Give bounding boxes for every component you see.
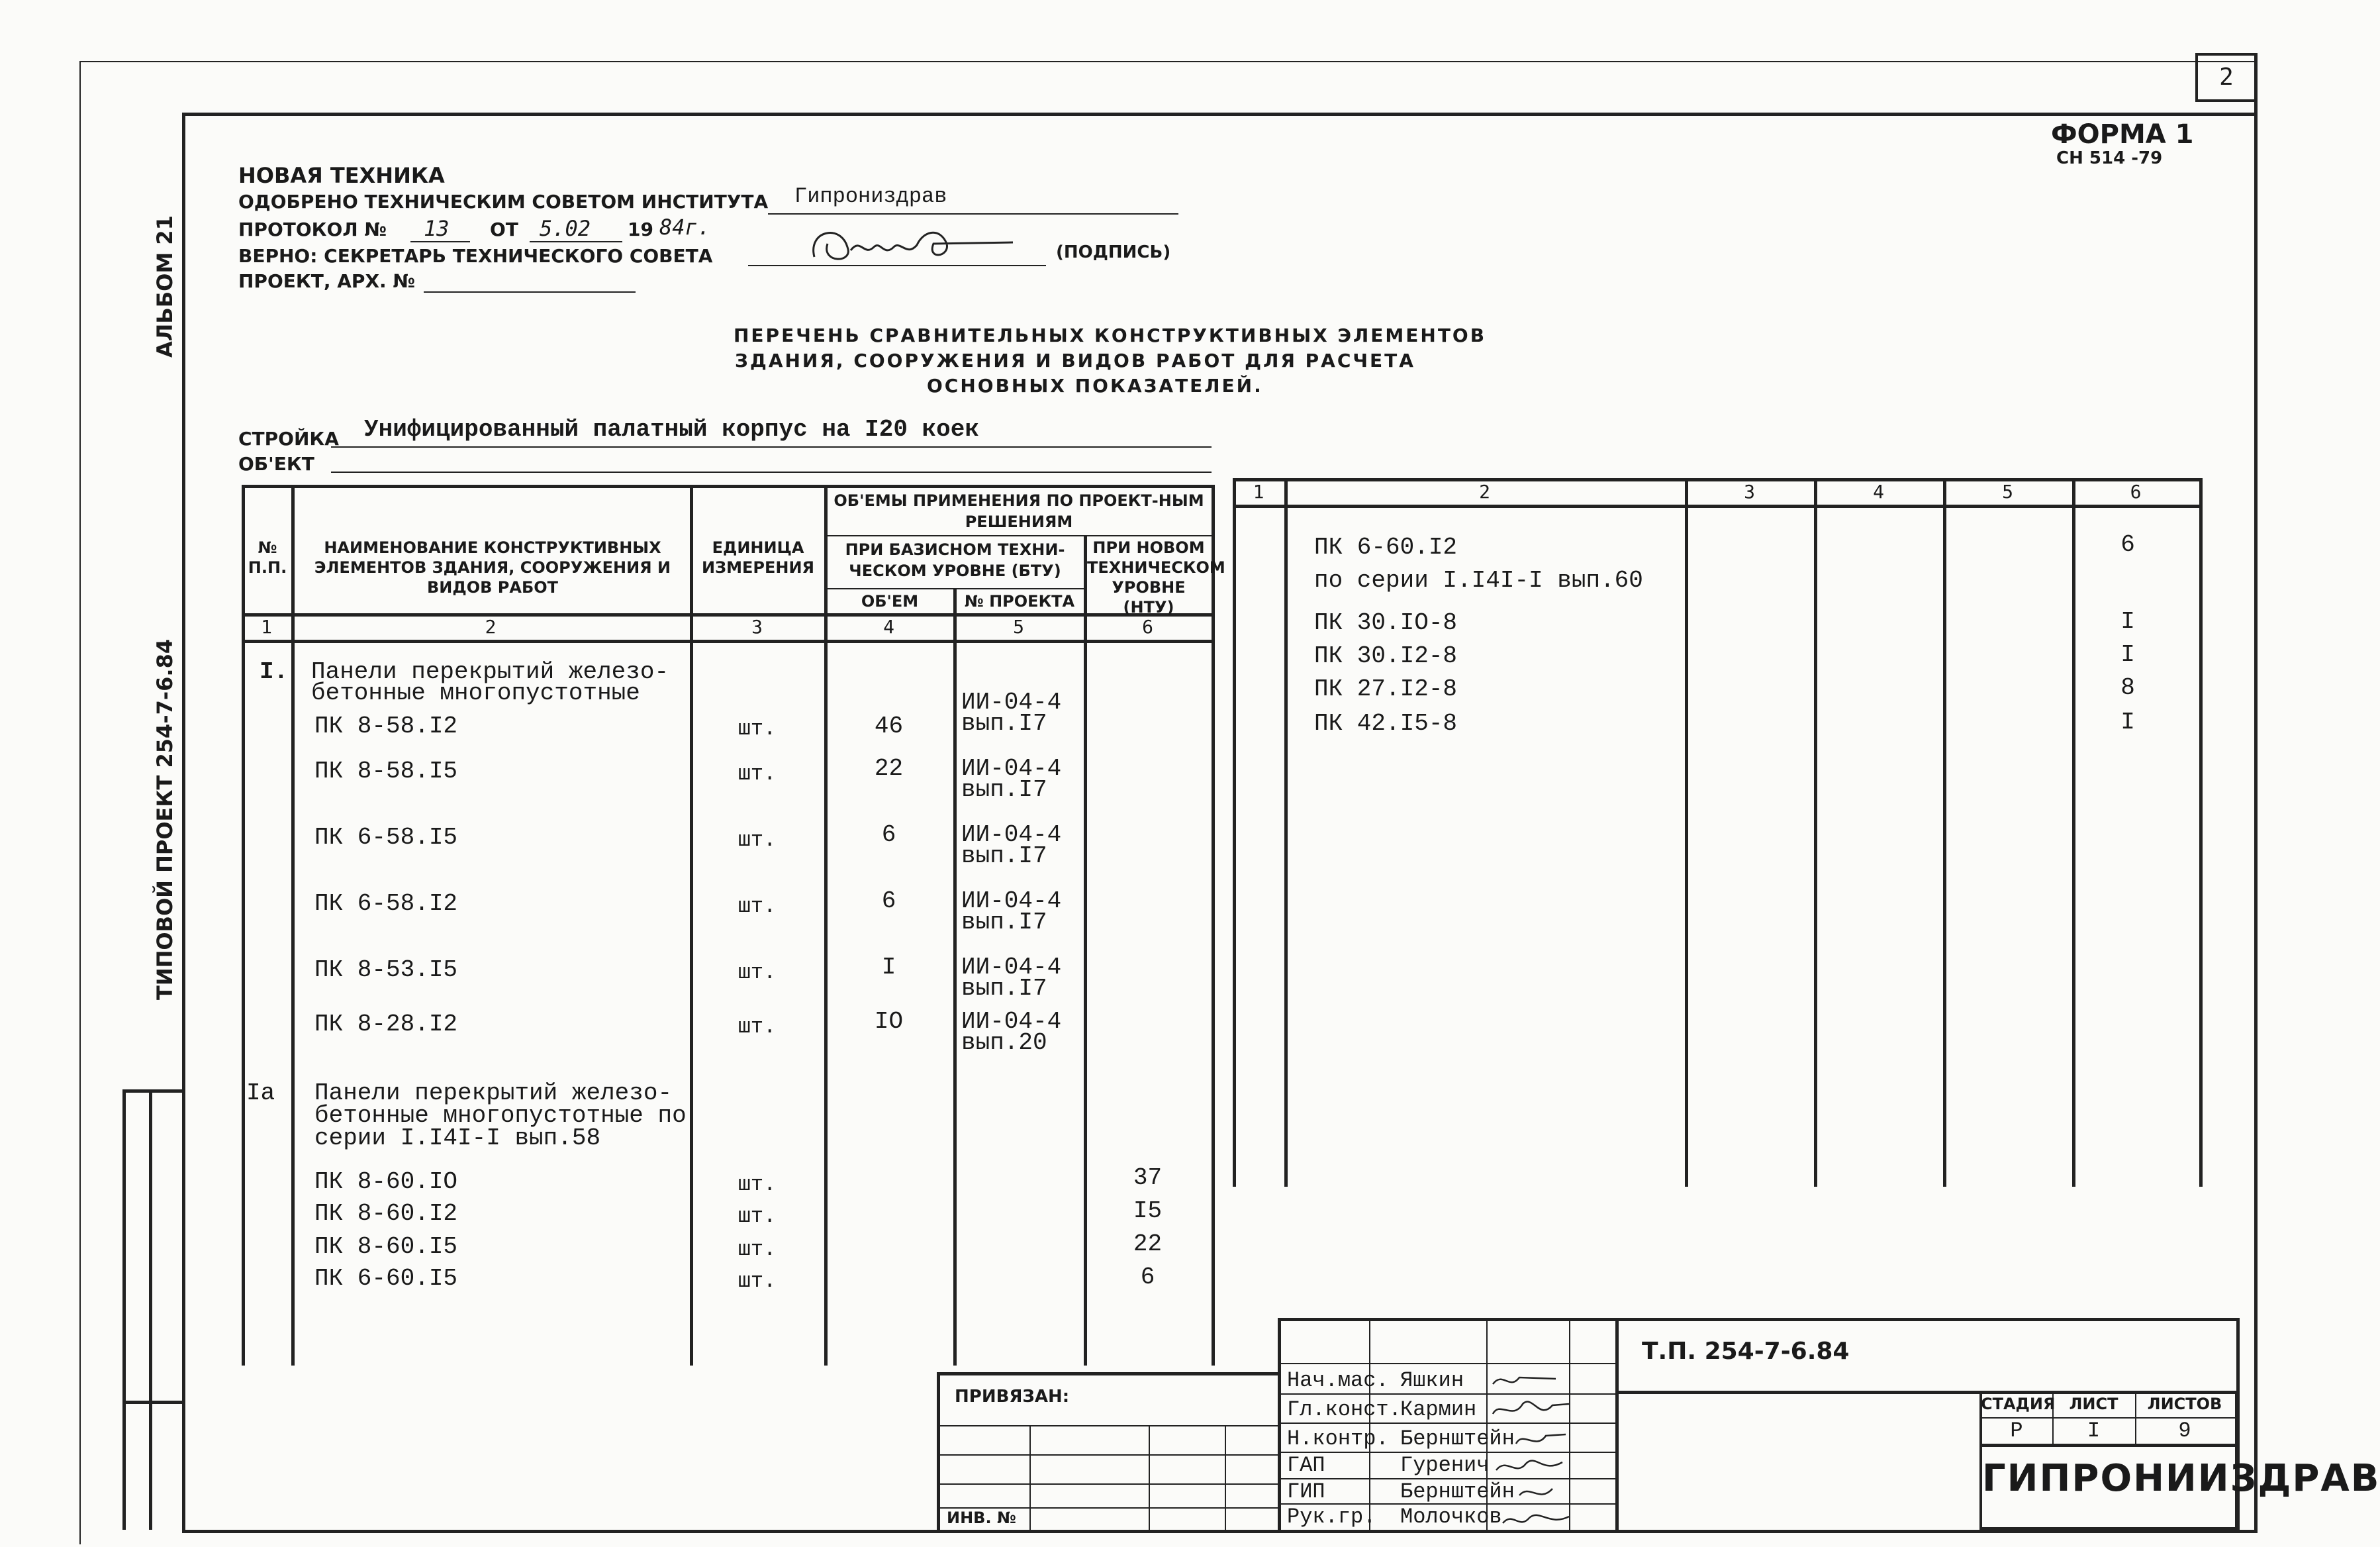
doc-title-line1: ПЕРЕЧЕНЬ СРАВНИТЕЛЬНЫХ КОНСТРУКТИВНЫХ ЭЛЕМЕНТОВ xyxy=(734,324,1487,346)
table-row-8-name: ПК 8-60.I2 xyxy=(314,1200,458,1227)
stamp-code: Т.П. 254-7-6.84 xyxy=(1642,1338,1850,1365)
rt-v-3 xyxy=(1814,478,1817,1187)
table-row-3-name: ПК 6-58.I5 xyxy=(314,824,458,851)
role-4-name: Гуренич xyxy=(1400,1453,1490,1477)
inv-label: ИНВ. № xyxy=(947,1509,1016,1527)
sheet-label: ЛИСТ xyxy=(2069,1395,2118,1413)
stroyka-value: Унифицированный палатный корпус на I20 коек xyxy=(364,416,979,443)
rt-row-5-value: 8 xyxy=(2120,674,2135,701)
table-row-7-name: ПК 8-60.IO xyxy=(314,1168,458,1195)
priv-h2 xyxy=(937,1454,1278,1456)
role-2-name: Кармин xyxy=(1400,1397,1477,1422)
role-5-name: Бернштейн xyxy=(1400,1479,1515,1504)
table-row-9-ntu: 22 xyxy=(1133,1230,1163,1258)
table-row-10-unit: шт. xyxy=(738,1269,777,1293)
priv-v1 xyxy=(1029,1425,1031,1530)
rt-h-colnums xyxy=(1233,505,2199,508)
org-name: ГИПРОНИИЗДРАВ xyxy=(1982,1457,2380,1500)
lt-header-volume: ОБ'ЕМ xyxy=(861,592,919,611)
table-row-9-name: ПК 8-60.I5 xyxy=(314,1233,458,1260)
frame-right xyxy=(2254,53,2258,1530)
section2-title-line1: Панели перекрытий железо- xyxy=(314,1079,673,1107)
table-row-4-volume: 6 xyxy=(881,887,896,915)
verno-label: ВЕРНО: СЕКРЕТАРЬ ТЕХНИЧЕСКОГО СОВЕТА xyxy=(238,245,713,267)
section1-title-line1: Панели перекрытий железо- xyxy=(311,658,669,685)
rt-row-3-value: I xyxy=(2120,608,2135,635)
table-row-5-proj2: вып.I7 xyxy=(961,975,1047,1002)
table-row-2-name: ПК 8-58.I5 xyxy=(314,758,458,785)
rt-colnum-2: 2 xyxy=(1479,481,1490,503)
sheet-number-box xyxy=(2195,53,2258,102)
lt-colnum-6: 6 xyxy=(1142,616,1153,638)
role-3-name: Бернштейн xyxy=(1400,1426,1515,1451)
project-label: ТИПОВОЙ ПРОЕКТ 254-7-6.84 xyxy=(152,638,177,1000)
stamp-signatures xyxy=(1490,1364,1576,1530)
role-1: Нач.мас. xyxy=(1287,1368,1389,1393)
table-row-1-proj2: вып.I7 xyxy=(961,710,1047,737)
new-tech-label: НОВАЯ ТЕХНИКА xyxy=(238,163,445,188)
frame-left-outer xyxy=(79,61,81,1544)
protocol-date: 5.02 xyxy=(540,216,591,241)
table-row-1-name: ПК 8-58.I2 xyxy=(314,713,458,740)
rt-row-1-value: 6 xyxy=(2120,531,2135,558)
priv-v3 xyxy=(1225,1425,1226,1530)
lt-header-unit: ЕДИНИЦА ИЗМЕРЕНИЯ xyxy=(701,538,815,577)
table-row-10-name: ПК 6-60.I5 xyxy=(314,1265,458,1292)
table-row-5-unit: шт. xyxy=(738,960,777,985)
table-row-2-unit: шт. xyxy=(738,762,777,786)
frame-top-outer xyxy=(79,61,2258,62)
roles-v1 xyxy=(1369,1318,1370,1531)
table-row-2-proj2: вып.I7 xyxy=(961,776,1047,803)
table-row-10-ntu: 6 xyxy=(1140,1264,1155,1291)
role-6: Рук.гр. xyxy=(1287,1505,1376,1529)
table-row-5-volume: I xyxy=(881,954,896,981)
album-label: АЛЬБОМ 21 xyxy=(152,215,177,358)
table-row-6-volume: IO xyxy=(874,1008,904,1035)
privyazan-label: ПРИВЯЗАН: xyxy=(955,1387,1070,1407)
secretary-signature xyxy=(801,211,1026,277)
rt-colnum-5: 5 xyxy=(2002,481,2013,503)
rt-v-2 xyxy=(1685,478,1688,1187)
table-row-1-proj1: ИИ-04-4 xyxy=(961,689,1062,716)
table-row-4-proj1: ИИ-04-4 xyxy=(961,887,1062,915)
table-row-6-name: ПК 8-28.I2 xyxy=(314,1011,458,1038)
lt-colnum-1: 1 xyxy=(261,616,272,638)
table-row-6-proj2: вып.20 xyxy=(961,1029,1047,1056)
table-row-8-unit: шт. xyxy=(738,1204,777,1228)
stage-label: СТАДИЯ xyxy=(1981,1395,2056,1413)
table-row-2-volume: 22 xyxy=(874,755,904,782)
frame-bottom xyxy=(182,1530,2258,1533)
lt-colnum-3: 3 xyxy=(751,616,763,638)
table-row-6-proj1: ИИ-04-4 xyxy=(961,1008,1062,1035)
stage-h2 xyxy=(1979,1444,2238,1447)
table-row-9-unit: шт. xyxy=(738,1237,777,1262)
lt-v-4 xyxy=(953,588,957,1366)
rt-v-0 xyxy=(1233,478,1236,1187)
lt-h-colnums-bottom xyxy=(242,640,1212,643)
rt-colnum-6: 6 xyxy=(2130,481,2142,503)
table-row-3-unit: шт. xyxy=(738,828,777,852)
rt-row-4-name: ПК 30.I2-8 xyxy=(1314,642,1458,670)
lt-header-name: НАИМЕНОВАНИЕ КОНСТРУКТИВНЫХ ЭЛЕМЕНТОВ ЗДАНИЯ, СООРУЖЕНИЯ И ВИДОВ РАБОТ xyxy=(314,538,671,597)
doc-title-line2: ЗДАНИЯ, СООРУЖЕНИЯ И ВИДОВ РАБОТ ДЛЯ РАСЧЕТА xyxy=(735,350,1415,372)
object-underline xyxy=(331,472,1212,473)
stamp-left xyxy=(1278,1318,1281,1531)
rt-colnum-1: 1 xyxy=(1253,481,1264,503)
lt-header-volumes: ОБ'ЕМЫ ПРИМЕНЕНИЯ ПО ПРОЕКТ-НЫМ РЕШЕНИЯМ xyxy=(833,491,1204,531)
table-row-4-proj2: вып.I7 xyxy=(961,909,1047,936)
priv-h3 xyxy=(937,1483,1278,1485)
table-row-3-proj1: ИИ-04-4 xyxy=(961,821,1062,848)
protocol-year-prefix: 19 xyxy=(628,219,653,240)
doc-title-line3: ОСНОВНЫХ ПОКАЗАТЕЛЕЙ. xyxy=(927,375,1263,397)
institute-name: Гипрониздрав xyxy=(794,184,947,209)
forma-title: ФОРМА 1 xyxy=(2051,119,2194,150)
lt-header-num: № П.П. xyxy=(248,538,287,577)
lt-header-ntu: ПРИ НОВОМ ТЕХНИЧЕСКОМ УРОВНЕ (НТУ) xyxy=(1087,538,1225,617)
forma-sn: СН 514 -79 xyxy=(2056,148,2163,168)
stage-value: Р xyxy=(2010,1419,2023,1443)
table-row-1-unit: шт. xyxy=(738,717,777,741)
strip-line-2 xyxy=(149,1089,152,1530)
arch-label: ПРОЕКТ, АРХ. № xyxy=(238,270,416,292)
table-row-7-unit: шт. xyxy=(738,1172,777,1197)
section1-title-line2: бетонные многопустотные xyxy=(311,679,640,707)
stroyka-underline xyxy=(331,446,1212,448)
rt-row-6-value: I xyxy=(2120,709,2135,736)
sheets-value: 9 xyxy=(2178,1419,2191,1443)
role-3: Н.контр. xyxy=(1287,1426,1389,1451)
frame-top xyxy=(182,113,2258,116)
section1-num: I. xyxy=(260,658,289,685)
sheet-value: I xyxy=(2087,1419,2101,1443)
role-2: Гл.конст. xyxy=(1287,1397,1402,1422)
role-1-name: Яшкин xyxy=(1400,1368,1464,1393)
frame-left xyxy=(182,113,185,1530)
strip-h-1 xyxy=(122,1089,183,1093)
table-row-3-proj2: вып.I7 xyxy=(961,842,1047,870)
role-4: ГАП xyxy=(1287,1453,1325,1477)
section2-title-line3: серии I.I4I-I вып.58 xyxy=(314,1124,601,1152)
strip-h-2 xyxy=(122,1401,183,1404)
stamp-top xyxy=(1278,1318,2238,1321)
protocol-date-underline xyxy=(530,241,622,242)
table-row-7-ntu: 37 xyxy=(1133,1164,1163,1191)
approved-label: ОДОБРЕНО ТЕХНИЧЕСКИМ СОВЕТОМ ИНСТИТУТА xyxy=(238,191,769,213)
role-5: ГИП xyxy=(1287,1479,1325,1504)
table-row-6-unit: шт. xyxy=(738,1015,777,1039)
protocol-year: 84г. xyxy=(659,215,711,240)
rt-row-4-value: I xyxy=(2120,641,2135,668)
rt-colnum-4: 4 xyxy=(1873,481,1884,503)
protocol-number: 13 xyxy=(424,216,450,241)
rt-row-2-name: по серии I.I4I-I вып.60 xyxy=(1314,567,1643,594)
lt-header-btu: ПРИ БАЗИСНОМ ТЕХНИ-ЧЕСКОМ УРОВНЕ (БТУ) xyxy=(845,540,1065,580)
sheets-label: ЛИСТОВ xyxy=(2147,1395,2222,1413)
rt-v-4 xyxy=(1943,478,1946,1187)
lt-h-volumes xyxy=(824,535,1212,536)
protocol-from: ОТ xyxy=(490,219,518,240)
table-row-5-name: ПК 8-53.I5 xyxy=(314,956,458,983)
lt-colnum-5: 5 xyxy=(1013,616,1024,638)
lt-v-6 xyxy=(1212,485,1215,1366)
signature-underline xyxy=(748,265,1046,266)
table-row-1-volume: 46 xyxy=(874,713,904,740)
section2-title-line2: бетонные многопустотные по xyxy=(314,1102,687,1129)
rt-row-3-name: ПК 30.IO-8 xyxy=(1314,609,1458,636)
table-row-8-ntu: I5 xyxy=(1133,1197,1163,1224)
rt-colnum-3: 3 xyxy=(1744,481,1755,503)
lt-header-project-no: № ПРОЕКТА xyxy=(964,592,1075,611)
rt-row-1-name: ПК 6-60.I2 xyxy=(1314,534,1458,561)
lt-colnum-2: 2 xyxy=(485,616,497,638)
table-row-3-volume: 6 xyxy=(881,821,896,848)
signature-note: (ПОДПИСЬ) xyxy=(1056,242,1171,262)
section2-num: Iа xyxy=(246,1079,275,1107)
sheet-number: 2 xyxy=(2219,64,2234,91)
lt-top xyxy=(242,485,1212,488)
lt-colnum-4: 4 xyxy=(883,616,894,638)
stamp-v-main xyxy=(1615,1318,1619,1531)
protocol-number-underline xyxy=(410,241,470,242)
rt-v-1 xyxy=(1284,478,1288,1187)
table-row-5-proj1: ИИ-04-4 xyxy=(961,954,1062,981)
protocol-label: ПРОТОКОЛ № xyxy=(238,219,387,240)
rt-row-5-name: ПК 27.I2-8 xyxy=(1314,675,1458,703)
arch-underline xyxy=(424,291,636,293)
table-row-4-name: ПК 6-58.I2 xyxy=(314,890,458,917)
priv-v2 xyxy=(1149,1425,1150,1530)
priv-top xyxy=(937,1372,1278,1375)
rt-row-6-name: ПК 42.I5-8 xyxy=(1314,710,1458,737)
priv-h1 xyxy=(937,1425,1278,1426)
rt-v-5 xyxy=(2072,478,2075,1187)
table-row-2-proj1: ИИ-04-4 xyxy=(961,755,1062,782)
object-label: ОБ'ЕКТ xyxy=(238,453,314,475)
strip-line-1 xyxy=(122,1089,126,1530)
table-row-4-unit: шт. xyxy=(738,894,777,919)
rt-v-6 xyxy=(2199,478,2203,1187)
role-6-name: Молочков xyxy=(1400,1505,1502,1529)
stroyka-label: СТРОЙКА xyxy=(238,428,339,450)
